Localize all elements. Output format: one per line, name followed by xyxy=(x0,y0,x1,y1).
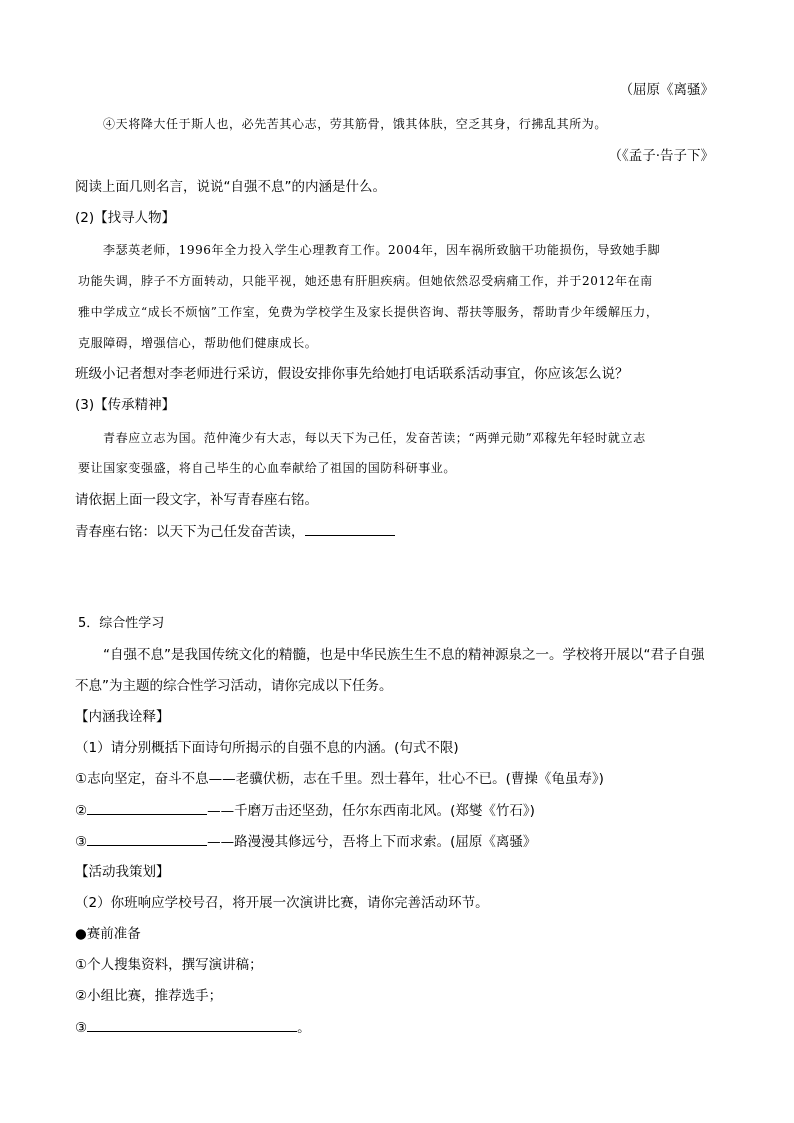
prep3-answer-blank[interactable] xyxy=(87,1017,297,1032)
para-line: 功能失调，脖子不方面转动，只能平视，她还患有肝胆疾病。但她依然忍受病痛工作，并于2012年在南 xyxy=(78,274,653,288)
section-plan: 【活动我策划】 xyxy=(75,864,170,880)
para-line: 克服障碍，增强信心，帮助他们健康成长。 xyxy=(78,336,318,350)
q5-intro-line1: “自强不息”是我国传统文化的精髓，也是中华民族生生不息的精神源泉之一。学校将开展以“君子自强 xyxy=(103,647,705,663)
prep3-end: 。 xyxy=(297,1020,311,1036)
item2-num: ② xyxy=(75,803,88,819)
instruction-motto: 请依据上面一段文字，补写青春座右铭。 xyxy=(75,492,318,508)
item3-text: ——路漫漫其修远兮，吾将上下而求索。(屈原《离骚》 xyxy=(207,834,537,850)
item3-answer-blank[interactable] xyxy=(87,831,207,846)
item1: ①志向坚定，奋斗不息——老骥伏枥，志在千里。烈士暮年，壮心不已。(曹操《龟虽寿》) xyxy=(75,771,604,787)
question-interview: 班级小记者想对李老师进行采访，假设安排你事先给她打电话联系活动事宜，你应该怎么说？ xyxy=(75,366,629,382)
prep3-num: ③ xyxy=(75,1020,88,1036)
prep-item1: ①个人搜集资料，撰写演讲稿； xyxy=(75,957,263,973)
source-lisao: （屈原《离骚》 xyxy=(619,82,714,98)
task2: （2）你班响应学校号召，将开展一次演讲比赛，请你完善活动环节。 xyxy=(75,895,489,911)
para-line: 雅中学成立“成长不烦恼”工作室，免费为学校学生及家长提供咨询、帮扶等服务，帮助青少年缓解压力， xyxy=(78,305,659,319)
task1: （1）请分别概括下面诗句所揭示的自强不息的内涵。(句式不限) xyxy=(75,740,459,756)
para-line: 青春应立志为国。范仲淹少有大志，每以天下为己任，发奋苦读；“两弹元勋”邓稼先年轻时就立志 xyxy=(103,431,646,445)
q5-intro-line2: 不息”为主题的综合性学习活动，请你完成以下任务。 xyxy=(75,678,393,694)
motto-line xyxy=(75,521,395,542)
heading-inherit-spirit: (3)【传承精神】 xyxy=(75,397,176,413)
item3-line xyxy=(75,831,536,852)
item3-num: ③ xyxy=(75,834,88,850)
para-line: 要让国家变强盛，将自己毕生的心血奉献给了祖国的国防科研事业。 xyxy=(78,461,457,475)
motto-prefix: 青春座右铭：以天下为己任发奋苦读， xyxy=(75,524,305,540)
prep-item3-line xyxy=(75,1017,311,1038)
item2-answer-blank[interactable] xyxy=(87,800,207,815)
question-meaning: 阅读上面几则名言，说说“自强不息”的内涵是什么。 xyxy=(75,179,386,195)
prep-item2: ②小组比赛，推荐选手； xyxy=(75,988,223,1004)
source-mencius: （《孟子·告子下》 xyxy=(608,148,714,164)
motto-answer-blank[interactable] xyxy=(305,521,395,536)
heading-find-person: (2)【找寻人物】 xyxy=(75,210,176,226)
prep-heading: ●赛前准备 xyxy=(75,926,141,942)
item2-line xyxy=(75,800,535,821)
section-meaning: 【内涵我诠释】 xyxy=(75,709,170,725)
quote-mencius: ④天将降大任于斯人也，必先苦其心志，劳其筋骨，饿其体肤，空乏其身，行拂乱其所为。 xyxy=(103,117,608,131)
item2-text: ——千磨万击还坚劲，任尔东西南北风。(郑燮《竹石》) xyxy=(207,803,535,819)
para-line: 李瑟英老师，1996年全力投入学生心理教育工作。2004年，因车祸所致脑干功能损伤，导致她手脚 xyxy=(103,243,661,257)
q5-title: 5．综合性学习 xyxy=(78,616,165,631)
